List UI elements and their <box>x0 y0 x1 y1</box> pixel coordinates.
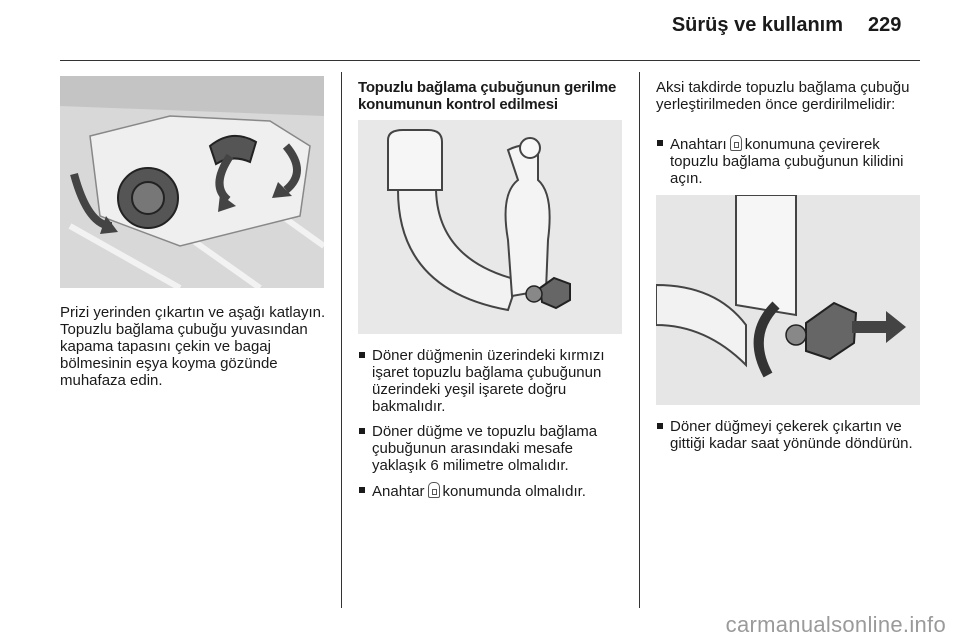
bullet-square-icon <box>657 423 663 429</box>
figure-socket <box>60 76 324 288</box>
bullet-square-icon <box>657 140 663 146</box>
col3-bullet-1: Anahtarı konumuna çevirerek topuzlu bağlama çubuğunun kilidini açın. <box>656 135 922 187</box>
col2-bullet-2: Döner düğme ve topuzlu bağlama çubuğunun arasındaki mesafe yaklaşık 6 milimetre olmalıdır. <box>358 423 624 474</box>
col3-paragraph: Aksi takdirde topuzlu bağlama çubuğu yerleştirilmeden önce gerdirilmelidir: <box>656 79 910 113</box>
header-divider <box>60 60 920 61</box>
watermark: carmanualsonline.info <box>725 612 946 637</box>
figure-knob-pull <box>656 195 920 405</box>
figure-towbar <box>358 120 622 334</box>
col1-paragraph: Prizi yerinden çıkartın ve aşağı katlayın. Topuzlu bağlama çubuğu yuvasından kapama tapasını çekin ve bagaj bölmesinin eşya koyma gözünde muhafaza edin. <box>60 304 326 389</box>
col3-bullet-2: Döner düğmeyi çekerek çıkartın ve gittiği kadar saat yönünde döndürün. <box>656 418 922 452</box>
col2-bullet-3: Anahtar konumunda olmalıdır. <box>358 482 624 500</box>
key-position-icon <box>428 482 440 498</box>
page-number: 229 <box>868 14 902 36</box>
bullet-square-icon <box>359 428 365 434</box>
col2-heading: Topuzlu bağlama çubuğunun gerilme konumunun kontrol edilmesi <box>358 79 617 113</box>
bullet-square-icon <box>359 487 365 493</box>
key-position-icon <box>730 135 742 151</box>
page-header-title: Sürüş ve kullanım <box>671 14 843 36</box>
column-divider-2 <box>639 72 640 608</box>
column-divider-1 <box>341 72 342 608</box>
bullet-square-icon <box>359 352 365 358</box>
col2-bullet-1: Döner düğmenin üzerindeki kırmızı işaret topuzlu bağlama çubuğunun üzerindeki yeşil işarete doğru bakmalıdır. <box>358 347 624 415</box>
